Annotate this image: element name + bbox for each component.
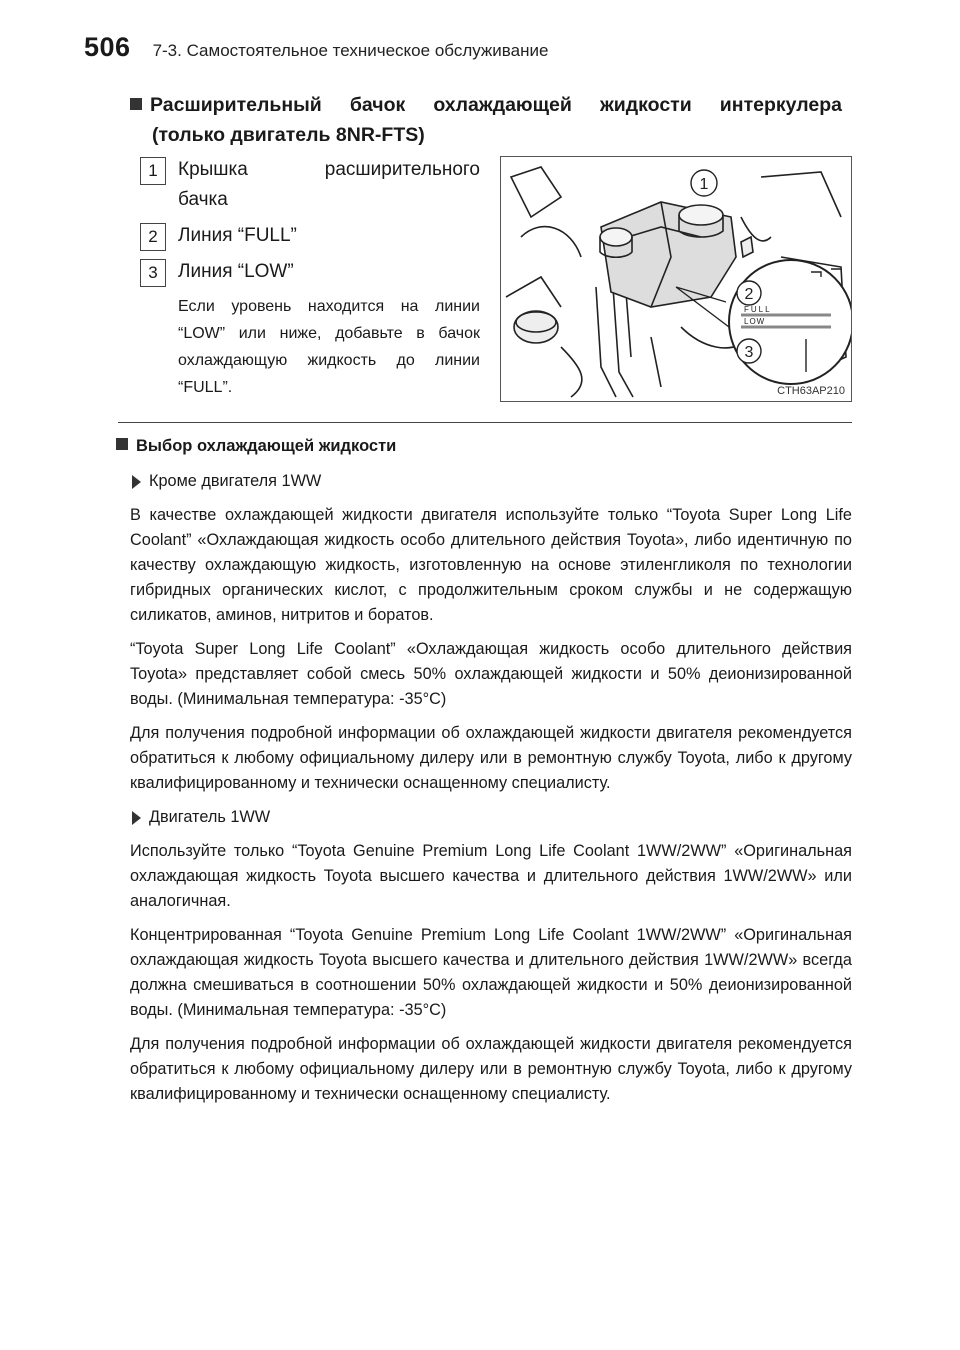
page-header [84, 32, 548, 63]
section-title-intercooler [130, 90, 842, 150]
legend-label: Линия “FULL” [178, 225, 297, 246]
section-title-continuation: (только двигатель 8NR-FTS) [152, 124, 425, 146]
legend-note: Если уровень находится на линии “LOW” или ниже, добавьте в бачок охлаждающую жидкость до линии “FULL”. [178, 298, 480, 396]
legend-label: Линия “LOW” [178, 261, 294, 282]
legend-label: расширительного [324, 159, 480, 180]
legend-label: бачка [178, 189, 228, 210]
legend-item-2 [140, 221, 480, 251]
callout-number: 2 [140, 223, 166, 251]
subheading-1ww [132, 805, 852, 830]
coolant-reservoir-figure [500, 156, 852, 402]
section-title-coolant-selection [116, 434, 852, 459]
square-bullet-icon [116, 438, 128, 450]
subheading-except-1ww [132, 469, 852, 494]
triangle-bullet-icon [132, 475, 141, 489]
callout-number: 1 [140, 157, 166, 185]
legend-item-1 [140, 155, 480, 215]
triangle-bullet-icon [132, 811, 141, 825]
figure-legend [140, 155, 480, 401]
paragraph: Концентрированная “Toyota Genuine Premium Long Life Coolant 1WW/2WW” «Оригинальная охлаждающая жидкость Toyota высшего качества и длительного действия 1WW/2WW» всегда должна смешиваться в соотношении 50% охлаждающей жидкости и 50% деионизированной воды. (Минимальная температура: -35°C) [130, 926, 852, 1019]
square-bullet-icon [130, 98, 142, 110]
subheading-text: Двигатель 1WW [149, 808, 271, 826]
paragraph: “Toyota Super Long Life Coolant” «Охлаждающая жидкость особо длительного действия Toyota» представляет собой смесь 50% охлаждающей жидкости и 50% деионизированной воды. (Минимальная температура: -35°C) [130, 640, 852, 708]
title-word: Расширительный [150, 94, 322, 116]
title-word: охлаждающей [433, 94, 572, 116]
paragraph: В качестве охлаждающей жидкости двигателя используйте только “Toyota Super Long Life Coolant” «Охлаждающая жидкость особо длительного действия Toyota», либо идентичную по качеству охлаждающую жидкость, изготовленную на основе этиленгликоля по технологии гибридных органических кислот, с продолжительным сроком службы и не содержащую силикатов, аминов, нитритов и боратов. [130, 506, 852, 624]
page-number: 506 [84, 32, 131, 62]
figure-code: CTH63AP210 [777, 385, 845, 397]
title-word: жидкости [599, 94, 692, 116]
callout-1: 1 [699, 176, 709, 193]
title-word: бачок [349, 94, 406, 116]
section-title-text: Выбор охлаждающей жидкости [136, 437, 397, 455]
paragraph: Для получения подробной информации об охлаждающей жидкости двигателя рекомендуется обратиться к любому официальному дилеру или в ремонтную службу Toyota, либо к другому квалифицированному и технически оснащенному специалисту. [130, 1035, 852, 1103]
engine-illustration [501, 157, 851, 401]
paragraph: Используйте только “Toyota Genuine Premium Long Life Coolant 1WW/2WW” «Оригинальная охлаждающая жидкость Toyota высшего качества и длительного действия 1WW/2WW» или аналогичная. [130, 842, 852, 910]
callout-2: 2 [744, 286, 754, 303]
section-divider [118, 422, 852, 423]
callout-number: 3 [140, 259, 166, 287]
chapter-title: 7-3. Самостоятельное техническое обслуживание [152, 41, 549, 60]
legend-item-3 [140, 257, 480, 287]
subheading-text: Кроме двигателя 1WW [149, 472, 322, 490]
full-label: FULL [744, 305, 772, 314]
low-label: LOW [744, 317, 766, 326]
paragraph: Для получения подробной информации об охлаждающей жидкости двигателя рекомендуется обратиться к любому официальному дилеру или в ремонтную службу Toyota, либо к другому квалифицированному и технически оснащенному специалисту. [130, 724, 852, 792]
legend-label: Крышка [178, 159, 248, 180]
title-word: интеркулера [719, 94, 842, 116]
coolant-selection-section [116, 434, 852, 1116]
callout-3: 3 [744, 344, 754, 361]
